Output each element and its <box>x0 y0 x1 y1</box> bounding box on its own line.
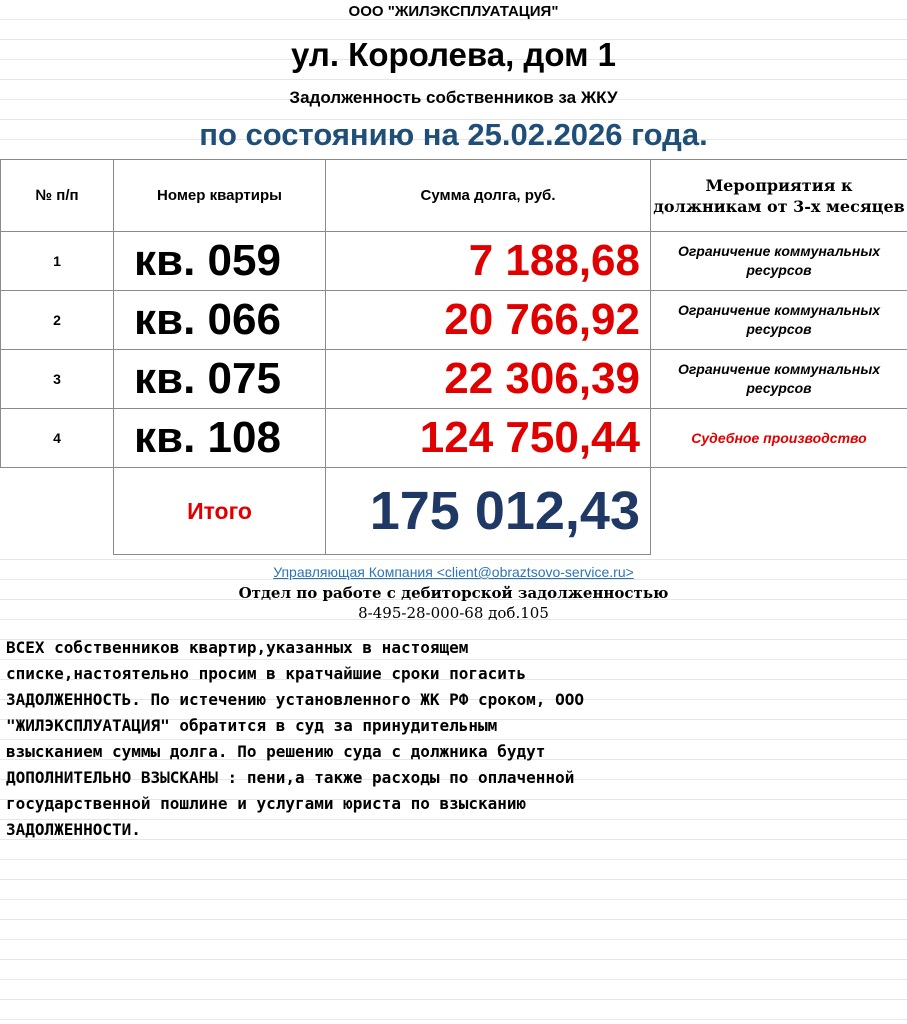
apartment-number: кв. 066 <box>114 291 326 350</box>
company-name: ООО "ЖИЛЭКСПЛУАТАЦИЯ" <box>348 3 559 20</box>
debt-notice-text: ВСЕХ собственников квартир,указанных в настоящем списке,настоятельно просим в кратчайшие сроки погасить ЗАДОЛЖЕННОСТЬ. По истечению установленного ЖК РФ сроком, ООО "ЖИЛЭКСПЛУАТАЦИЯ" обратится в суд за принудительным взысканием суммы долга. По решению суда с должника будут ДОПОЛНИТЕЛЬНО ВЗЫСКАНЫ : пени,а также расходы по оплаченной государственной пошлине и услугами юриста по взысканию ЗАДОЛЖЕННОСТИ. <box>6 638 584 839</box>
column-header-amount: Сумма долга, руб. <box>326 160 651 232</box>
debt-measure: Ограничение коммунальных ресурсов <box>651 291 907 350</box>
total-row <box>1 468 907 555</box>
report-date: по состоянию на 25.02.2026 года. <box>199 117 708 152</box>
row-number: 3 <box>1 350 114 409</box>
total-spacer <box>1 468 114 555</box>
table-row <box>1 232 907 291</box>
table-row <box>1 409 907 468</box>
debt-measure: Судебное производство <box>651 409 907 468</box>
report-subtitle: Задолженность собственников за ЖКУ <box>289 88 618 107</box>
total-amount: 175 012,43 <box>326 468 651 555</box>
column-header-num: № п/п <box>1 160 114 232</box>
debt-table <box>0 159 907 555</box>
debt-amount: 20 766,92 <box>326 291 651 350</box>
total-spacer-right <box>651 468 907 555</box>
debt-amount: 124 750,44 <box>326 409 651 468</box>
column-header-measures: Мероприятия к должникам от 3-х месяцев <box>651 160 907 232</box>
debt-amount: 7 188,68 <box>326 232 651 291</box>
row-number: 4 <box>1 409 114 468</box>
total-label: Итого <box>114 468 326 555</box>
table-row <box>1 350 907 409</box>
table-header-row <box>1 160 907 232</box>
apartment-number: кв. 108 <box>114 409 326 468</box>
debt-measure: Ограничение коммунальных ресурсов <box>651 350 907 409</box>
table-row <box>1 291 907 350</box>
department-name: Отдел по работе с дебиторской задолженностью <box>238 584 669 602</box>
contact-phone: 8-495-28-000-68 доб.105 <box>358 604 549 622</box>
row-number: 1 <box>1 232 114 291</box>
apartment-number: кв. 059 <box>114 232 326 291</box>
company-email-link[interactable]: Управляющая Компания <client@obraztsovo-service.ru> <box>273 564 634 580</box>
apartment-number: кв. 075 <box>114 350 326 409</box>
row-number: 2 <box>1 291 114 350</box>
street-address: ул. Королева, дом 1 <box>290 36 617 73</box>
debt-amount: 22 306,39 <box>326 350 651 409</box>
debt-measure: Ограничение коммунальных ресурсов <box>651 232 907 291</box>
column-header-apartment: Номер квартиры <box>114 160 326 232</box>
